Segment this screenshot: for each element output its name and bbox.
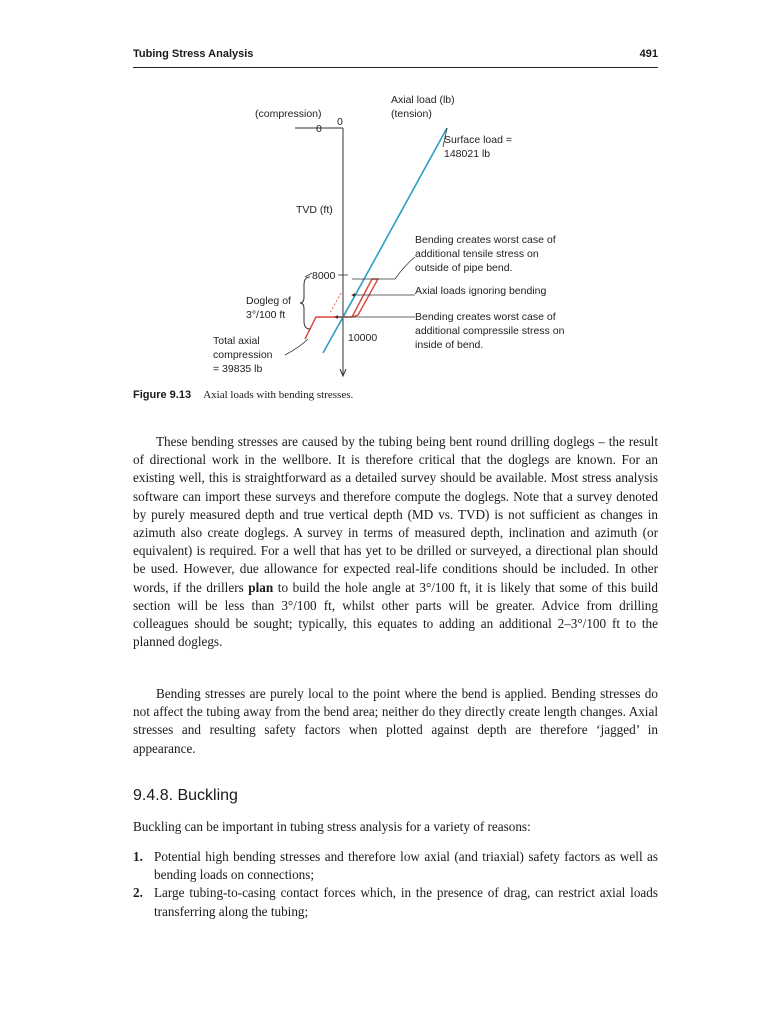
label-compressive-2: additional compressile stress on	[415, 325, 565, 337]
paragraph-bending-local: Bending stresses are purely local to the point where the bend is applied. Bending stresses do not affect the tubing away from the bend area; neither do they directly create length changes. Axial stresses and resulting safety factors when plotted against depth are therefore ‘jagged’ in appearance.	[133, 686, 658, 756]
label-tension: (tension)	[391, 108, 432, 120]
list-item-text: Potential high bending stresses and therefore low axial (and triaxial) safety factors as well as bending loads on connections;	[154, 849, 658, 883]
header-rule	[133, 67, 658, 68]
label-ignoring: Axial loads ignoring bending	[415, 285, 547, 297]
paragraph-buckling-intro: Buckling can be important in tubing stress analysis for a variety of reasons:	[133, 819, 531, 834]
total-compression-leader	[285, 339, 308, 355]
bending-outer-dash	[330, 293, 341, 313]
label-tvd: TVD (ft)	[296, 204, 333, 216]
running-title: Tubing Stress Analysis	[133, 48, 254, 60]
page-number: 491	[639, 48, 658, 60]
label-zero-left: 0	[316, 123, 322, 135]
paragraph-doglegs-part-b: to build the hole angle at 3°/100 ft, it is likely that some of this build section will be less than 3°/100 ft, whilst other parts will be greater. Advice from drilling colleagues should be sought; typically, this equates to adding an additional 2–3°/100 ft to the planned doglegs.	[133, 579, 658, 650]
label-surface-load-1: Surface load =	[444, 134, 513, 146]
axial-load-diagram	[200, 85, 600, 385]
paragraph-doglegs	[133, 433, 658, 651]
section-heading-buckling: 9.4.8. Buckling	[133, 787, 238, 804]
figure-caption	[133, 389, 353, 401]
paragraph-doglegs-part-a: These bending stresses are caused by the tubing being bent round drilling doglegs – the result of directional work in the wellbore. It is therefore critical that the doglegs are known. For an existing well, this is straightforward as a detailed survey should be available. Most stress analysis software can import these surveys and therefore compute the doglegs. Note that a survey denoted by purely measured depth and true vertical depth (MD vs. TVD) is not sufficient as changes in azimuth also create doglegs. A survey in terms of measured depth, inclination and azimuth (or equivalent) is required. For a well that has yet to be drilled or surveyed, a directional plan should be used. However, due allowance for expected real-life conditions should be included. In other words, if the drillers	[133, 434, 658, 595]
buckling-reasons-list	[133, 848, 658, 921]
tensile-leader	[375, 257, 415, 279]
figure-number: Figure 9.13	[133, 389, 192, 401]
label-depth-10000: 10000	[348, 332, 378, 344]
label-tensile-3: outside of pipe bend.	[415, 262, 513, 274]
paragraph-doglegs-bold: plan	[248, 579, 274, 595]
label-total-axial-2: compression	[213, 349, 273, 361]
figure-axial-loads	[200, 85, 600, 385]
label-total-axial-1: Total axial	[213, 335, 260, 347]
list-item	[133, 884, 658, 920]
running-header	[133, 48, 658, 68]
label-compressive-1: Bending creates worst case of	[415, 311, 556, 323]
label-dogleg-2: 3°/100 ft	[246, 309, 286, 321]
label-total-axial-3: = 39835 lb	[213, 363, 263, 375]
label-zero-axis: 0	[337, 116, 343, 128]
label-dogleg-1: Dogleg of	[246, 295, 291, 307]
leader-8000	[305, 273, 312, 277]
label-tensile-2: additional tensile stress on	[415, 248, 539, 260]
list-item-number: 2.	[133, 885, 143, 901]
figure-caption-text: Axial loads with bending stresses.	[203, 389, 354, 401]
dogleg-brace	[300, 277, 310, 329]
list-item-number: 1.	[133, 849, 143, 864]
bending-envelope-line	[305, 279, 378, 339]
list-item	[133, 848, 658, 884]
label-depth-8000: 8000	[312, 270, 336, 282]
label-compression: (compression)	[255, 108, 322, 120]
label-compressive-3: inside of bend.	[415, 339, 484, 351]
label-surface-load-2: 148021 lb	[444, 148, 491, 160]
label-axial-load: Axial load (lb)	[391, 94, 455, 106]
label-tensile-1: Bending creates worst case of	[415, 234, 556, 246]
list-item-text: Large tubing-to-casing contact forces which, in the presence of drag, can restrict axial loads transferring along the tubing;	[154, 885, 658, 919]
